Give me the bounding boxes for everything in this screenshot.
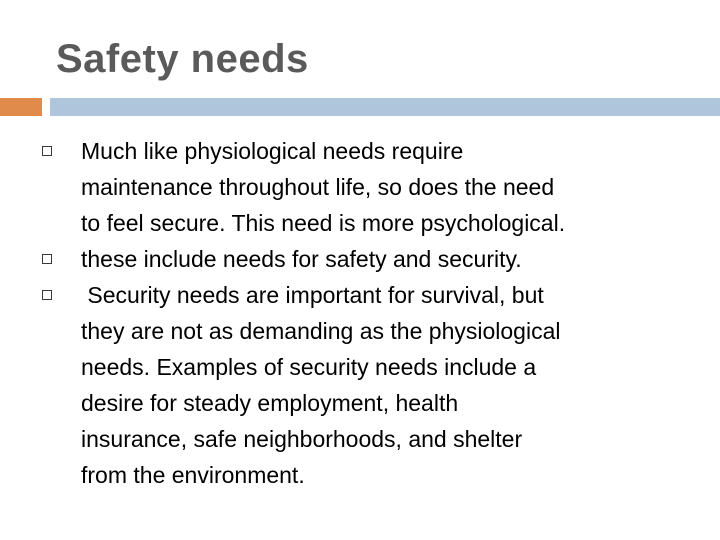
square-bullet-icon xyxy=(42,254,52,264)
bullet-item xyxy=(40,277,700,493)
bullet-line: Security needs are important for survival, but xyxy=(81,282,544,308)
bullet-line: they are not as demanding as the physiological xyxy=(81,318,561,344)
bullet-line: insurance, safe neighborhoods, and shelter xyxy=(81,426,523,452)
square-bullet-icon xyxy=(42,290,52,300)
bullet-item xyxy=(40,133,700,241)
bullet-line: desire for steady employment, health xyxy=(81,390,459,416)
bullet-list xyxy=(40,133,700,493)
bullet-line: maintenance throughout life, so does the need xyxy=(81,174,555,200)
square-bullet-icon xyxy=(42,146,52,156)
bullet-line: to feel secure. This need is more psychological. xyxy=(81,210,566,236)
bullet-line: these include needs for safety and security. xyxy=(81,246,522,272)
slide-title: Safety needs xyxy=(56,37,309,81)
bullet-line: from the environment. xyxy=(81,462,305,488)
title-rule-accent xyxy=(0,98,42,116)
bullet-line: Much like physiological needs require xyxy=(81,138,464,164)
bullet-line: needs. Examples of security needs include a xyxy=(81,354,537,380)
title-rule xyxy=(50,98,720,116)
bullet-item xyxy=(40,241,700,277)
